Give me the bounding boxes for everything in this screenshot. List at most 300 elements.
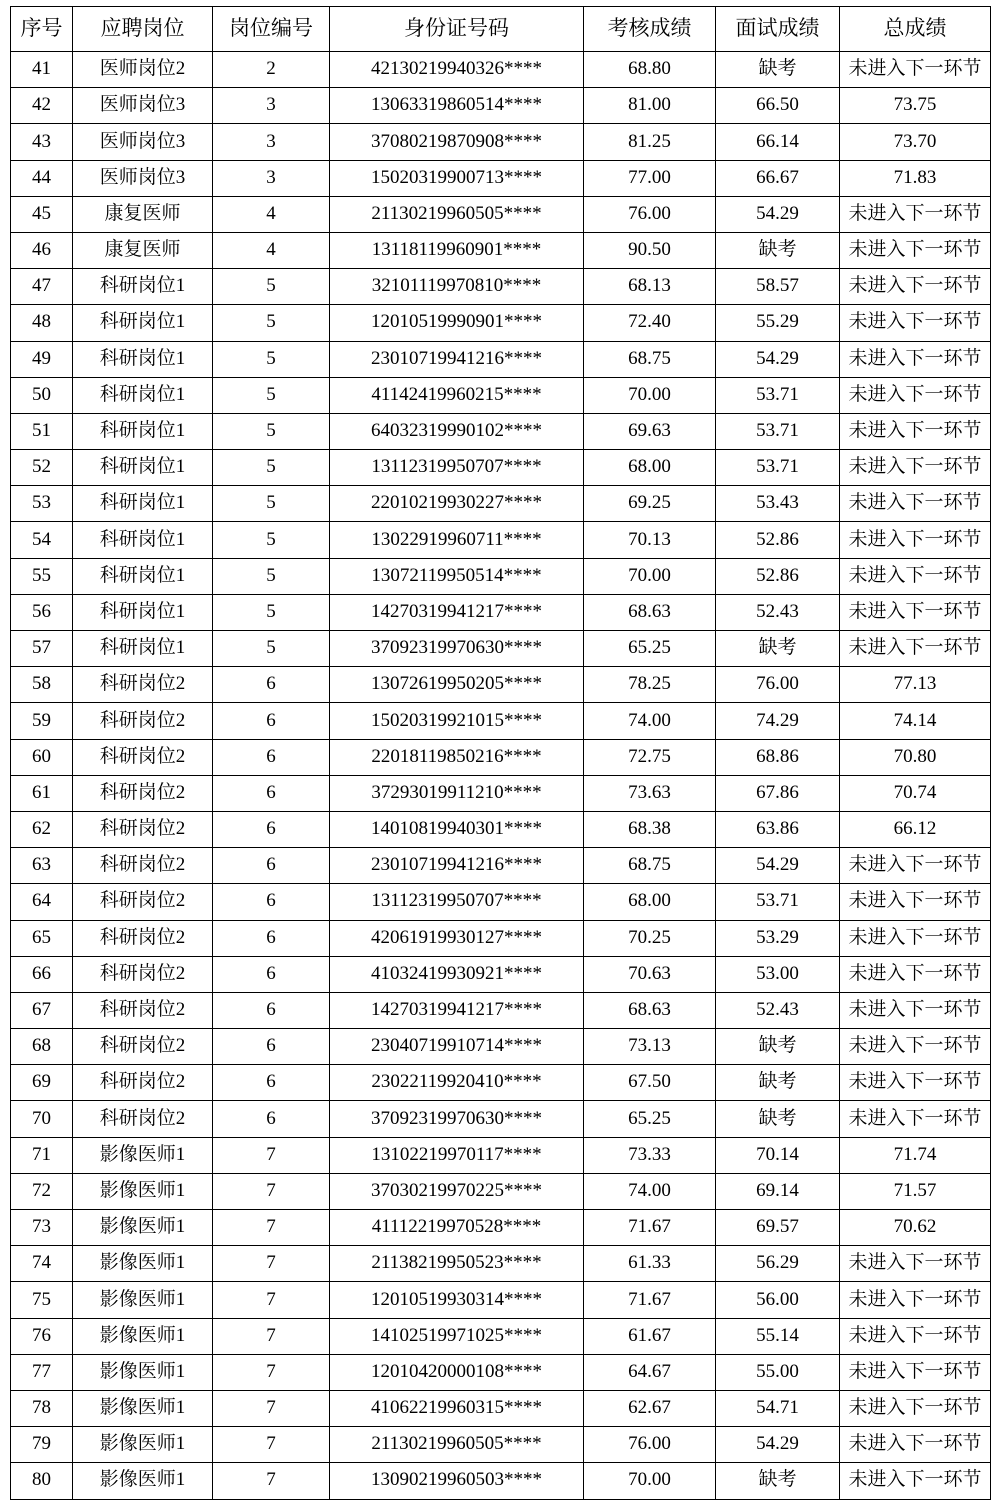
cell-total-score: 未进入下一环节 <box>840 594 991 630</box>
cell-exam-score: 68.13 <box>584 269 716 305</box>
cell-id-number: 13072619950205**** <box>330 667 584 703</box>
cell-post: 科研岗位1 <box>73 377 213 413</box>
cell-post-number: 6 <box>213 703 330 739</box>
cell-total-score: 未进入下一环节 <box>840 196 991 232</box>
cell-total-score: 71.74 <box>840 1137 991 1173</box>
cell-interview-score: 66.14 <box>716 124 840 160</box>
cell-exam-score: 70.63 <box>584 956 716 992</box>
cell-id-number: 22010219930227**** <box>330 486 584 522</box>
cell-total-score: 70.74 <box>840 775 991 811</box>
table-body <box>11 52 991 1500</box>
cell-post: 科研岗位2 <box>73 1101 213 1137</box>
cell-post-number: 2 <box>213 52 330 88</box>
cell-post: 影像医师1 <box>73 1463 213 1499</box>
cell-exam-score: 76.00 <box>584 1427 716 1463</box>
cell-exam-score: 68.75 <box>584 341 716 377</box>
cell-post-number: 3 <box>213 88 330 124</box>
cell-total-score: 未进入下一环节 <box>840 558 991 594</box>
cell-id-number: 13112319950707**** <box>330 450 584 486</box>
cell-index: 47 <box>11 269 73 305</box>
cell-index: 52 <box>11 450 73 486</box>
cell-exam-score: 76.00 <box>584 196 716 232</box>
cell-post-number: 7 <box>213 1246 330 1282</box>
cell-total-score: 未进入下一环节 <box>840 1246 991 1282</box>
cell-exam-score: 68.63 <box>584 594 716 630</box>
cell-interview-score: 52.86 <box>716 522 840 558</box>
cell-index: 58 <box>11 667 73 703</box>
cell-post-number: 3 <box>213 160 330 196</box>
cell-index: 53 <box>11 486 73 522</box>
cell-total-score: 未进入下一环节 <box>840 1282 991 1318</box>
cell-index: 46 <box>11 232 73 268</box>
cell-total-score: 未进入下一环节 <box>840 413 991 449</box>
cell-post: 医师岗位3 <box>73 124 213 160</box>
cell-post: 科研岗位2 <box>73 811 213 847</box>
cell-interview-score: 76.00 <box>716 667 840 703</box>
cell-total-score: 73.70 <box>840 124 991 160</box>
cell-post: 科研岗位1 <box>73 413 213 449</box>
cell-id-number: 13022919960711**** <box>330 522 584 558</box>
cell-exam-score: 70.13 <box>584 522 716 558</box>
cell-post-number: 6 <box>213 884 330 920</box>
cell-total-score: 70.62 <box>840 1210 991 1246</box>
cell-total-score: 未进入下一环节 <box>840 992 991 1028</box>
cell-interview-score: 68.86 <box>716 739 840 775</box>
cell-interview-score: 52.43 <box>716 992 840 1028</box>
cell-post-number: 7 <box>213 1282 330 1318</box>
cell-interview-score: 54.29 <box>716 848 840 884</box>
cell-exam-score: 72.75 <box>584 739 716 775</box>
table-row <box>11 703 991 739</box>
cell-id-number: 14270319941217**** <box>330 594 584 630</box>
cell-exam-score: 78.25 <box>584 667 716 703</box>
cell-total-score: 未进入下一环节 <box>840 631 991 667</box>
cell-id-number: 42061919930127**** <box>330 920 584 956</box>
table-row <box>11 631 991 667</box>
cell-total-score: 71.83 <box>840 160 991 196</box>
cell-id-number: 23010719941216**** <box>330 341 584 377</box>
cell-post-number: 6 <box>213 1101 330 1137</box>
cell-interview-score: 54.71 <box>716 1390 840 1426</box>
cell-index: 75 <box>11 1282 73 1318</box>
cell-index: 77 <box>11 1354 73 1390</box>
cell-post: 科研岗位2 <box>73 956 213 992</box>
cell-interview-score: 74.29 <box>716 703 840 739</box>
cell-index: 48 <box>11 305 73 341</box>
cell-post-number: 5 <box>213 522 330 558</box>
cell-total-score: 未进入下一环节 <box>840 920 991 956</box>
cell-post: 科研岗位2 <box>73 884 213 920</box>
cell-interview-score: 53.71 <box>716 377 840 413</box>
cell-post-number: 6 <box>213 992 330 1028</box>
cell-post-number: 6 <box>213 920 330 956</box>
cell-post-number: 7 <box>213 1354 330 1390</box>
cell-interview-score: 缺考 <box>716 1463 840 1499</box>
cell-post: 科研岗位2 <box>73 775 213 811</box>
table-row <box>11 88 991 124</box>
cell-post: 科研岗位2 <box>73 848 213 884</box>
cell-post-number: 5 <box>213 377 330 413</box>
table-row <box>11 1173 991 1209</box>
cell-total-score: 未进入下一环节 <box>840 848 991 884</box>
cell-interview-score: 缺考 <box>716 1029 840 1065</box>
cell-id-number: 23040719910714**** <box>330 1029 584 1065</box>
cell-total-score: 未进入下一环节 <box>840 522 991 558</box>
cell-index: 61 <box>11 775 73 811</box>
cell-id-number: 37293019911210**** <box>330 775 584 811</box>
cell-id-number: 37092319970630**** <box>330 631 584 667</box>
cell-exam-score: 81.25 <box>584 124 716 160</box>
cell-exam-score: 61.33 <box>584 1246 716 1282</box>
cell-post: 科研岗位2 <box>73 920 213 956</box>
table-row <box>11 920 991 956</box>
cell-id-number: 13112319950707**** <box>330 884 584 920</box>
column-header-index: 序号 <box>11 7 73 52</box>
cell-post: 影像医师1 <box>73 1137 213 1173</box>
cell-exam-score: 70.25 <box>584 920 716 956</box>
cell-interview-score: 缺考 <box>716 1065 840 1101</box>
cell-post-number: 6 <box>213 739 330 775</box>
cell-post-number: 5 <box>213 305 330 341</box>
cell-post-number: 7 <box>213 1137 330 1173</box>
cell-interview-score: 缺考 <box>716 52 840 88</box>
cell-id-number: 14102519971025**** <box>330 1318 584 1354</box>
cell-interview-score: 缺考 <box>716 1101 840 1137</box>
table-header <box>11 7 991 52</box>
cell-exam-score: 70.00 <box>584 377 716 413</box>
cell-total-score: 未进入下一环节 <box>840 1354 991 1390</box>
cell-index: 65 <box>11 920 73 956</box>
cell-post-number: 6 <box>213 956 330 992</box>
cell-interview-score: 53.29 <box>716 920 840 956</box>
cell-id-number: 41142419960215**** <box>330 377 584 413</box>
cell-total-score: 未进入下一环节 <box>840 884 991 920</box>
cell-interview-score: 55.00 <box>716 1354 840 1390</box>
table-row <box>11 811 991 847</box>
cell-index: 78 <box>11 1390 73 1426</box>
table-row <box>11 196 991 232</box>
cell-post: 科研岗位1 <box>73 269 213 305</box>
cell-id-number: 32101119970810**** <box>330 269 584 305</box>
cell-total-score: 未进入下一环节 <box>840 1390 991 1426</box>
cell-total-score: 71.57 <box>840 1173 991 1209</box>
cell-exam-score: 90.50 <box>584 232 716 268</box>
cell-post-number: 7 <box>213 1173 330 1209</box>
cell-id-number: 37030219970225**** <box>330 1173 584 1209</box>
cell-exam-score: 68.00 <box>584 450 716 486</box>
table-row <box>11 1101 991 1137</box>
cell-total-score: 未进入下一环节 <box>840 486 991 522</box>
cell-post-number: 6 <box>213 775 330 811</box>
cell-exam-score: 73.33 <box>584 1137 716 1173</box>
table-row <box>11 450 991 486</box>
cell-total-score: 74.14 <box>840 703 991 739</box>
cell-post-number: 3 <box>213 124 330 160</box>
cell-post: 科研岗位1 <box>73 594 213 630</box>
cell-index: 73 <box>11 1210 73 1246</box>
cell-interview-score: 54.29 <box>716 196 840 232</box>
table-row <box>11 667 991 703</box>
cell-total-score: 77.13 <box>840 667 991 703</box>
cell-exam-score: 68.38 <box>584 811 716 847</box>
cell-interview-score: 63.86 <box>716 811 840 847</box>
table-row <box>11 848 991 884</box>
cell-id-number: 37080219870908**** <box>330 124 584 160</box>
cell-post: 科研岗位2 <box>73 1029 213 1065</box>
cell-interview-score: 53.71 <box>716 884 840 920</box>
cell-total-score: 未进入下一环节 <box>840 1318 991 1354</box>
cell-total-score: 70.80 <box>840 739 991 775</box>
cell-exam-score: 74.00 <box>584 1173 716 1209</box>
cell-exam-score: 67.50 <box>584 1065 716 1101</box>
cell-id-number: 12010420000108**** <box>330 1354 584 1390</box>
cell-id-number: 37092319970630**** <box>330 1101 584 1137</box>
cell-interview-score: 53.43 <box>716 486 840 522</box>
cell-interview-score: 53.00 <box>716 956 840 992</box>
table-row <box>11 1065 991 1101</box>
cell-total-score: 未进入下一环节 <box>840 956 991 992</box>
cell-post-number: 6 <box>213 1029 330 1065</box>
cell-post-number: 7 <box>213 1318 330 1354</box>
recruitment-score-table <box>10 6 991 1500</box>
column-header-post-number: 岗位编号 <box>213 7 330 52</box>
cell-exam-score: 65.25 <box>584 631 716 667</box>
cell-total-score: 未进入下一环节 <box>840 1029 991 1065</box>
cell-post: 影像医师1 <box>73 1282 213 1318</box>
cell-index: 41 <box>11 52 73 88</box>
table-row <box>11 1354 991 1390</box>
cell-id-number: 13072119950514**** <box>330 558 584 594</box>
cell-post: 科研岗位1 <box>73 631 213 667</box>
cell-id-number: 21138219950523**** <box>330 1246 584 1282</box>
cell-interview-score: 66.50 <box>716 88 840 124</box>
cell-post-number: 7 <box>213 1210 330 1246</box>
cell-id-number: 64032319990102**** <box>330 413 584 449</box>
cell-total-score: 73.75 <box>840 88 991 124</box>
cell-post: 科研岗位1 <box>73 305 213 341</box>
cell-total-score: 66.12 <box>840 811 991 847</box>
cell-interview-score: 53.71 <box>716 413 840 449</box>
table-row <box>11 1137 991 1173</box>
cell-id-number: 13090219960503**** <box>330 1463 584 1499</box>
table-row <box>11 522 991 558</box>
column-header-id-number: 身份证号码 <box>330 7 584 52</box>
cell-interview-score: 缺考 <box>716 631 840 667</box>
table-row <box>11 594 991 630</box>
cell-post-number: 7 <box>213 1427 330 1463</box>
cell-post-number: 6 <box>213 811 330 847</box>
cell-interview-score: 69.57 <box>716 1210 840 1246</box>
cell-id-number: 23010719941216**** <box>330 848 584 884</box>
cell-exam-score: 74.00 <box>584 703 716 739</box>
table-row <box>11 52 991 88</box>
cell-index: 64 <box>11 884 73 920</box>
table-row <box>11 884 991 920</box>
cell-post-number: 5 <box>213 631 330 667</box>
cell-exam-score: 61.67 <box>584 1318 716 1354</box>
cell-exam-score: 64.67 <box>584 1354 716 1390</box>
cell-exam-score: 68.75 <box>584 848 716 884</box>
cell-post-number: 5 <box>213 450 330 486</box>
cell-id-number: 22018119850216**** <box>330 739 584 775</box>
cell-exam-score: 71.67 <box>584 1282 716 1318</box>
cell-post: 影像医师1 <box>73 1246 213 1282</box>
cell-interview-score: 67.86 <box>716 775 840 811</box>
cell-post-number: 6 <box>213 1065 330 1101</box>
cell-index: 69 <box>11 1065 73 1101</box>
cell-exam-score: 69.63 <box>584 413 716 449</box>
cell-interview-score: 69.14 <box>716 1173 840 1209</box>
cell-total-score: 未进入下一环节 <box>840 1065 991 1101</box>
cell-interview-score: 56.29 <box>716 1246 840 1282</box>
cell-index: 67 <box>11 992 73 1028</box>
cell-exam-score: 65.25 <box>584 1101 716 1137</box>
cell-index: 50 <box>11 377 73 413</box>
cell-interview-score: 56.00 <box>716 1282 840 1318</box>
cell-exam-score: 70.00 <box>584 1463 716 1499</box>
cell-id-number: 13102219970117**** <box>330 1137 584 1173</box>
cell-interview-score: 缺考 <box>716 232 840 268</box>
cell-exam-score: 71.67 <box>584 1210 716 1246</box>
cell-post: 科研岗位1 <box>73 558 213 594</box>
cell-post-number: 4 <box>213 196 330 232</box>
cell-post-number: 5 <box>213 413 330 449</box>
column-header-interview-score: 面试成绩 <box>716 7 840 52</box>
table-row <box>11 1318 991 1354</box>
cell-post: 科研岗位1 <box>73 486 213 522</box>
cell-post-number: 7 <box>213 1463 330 1499</box>
cell-total-score: 未进入下一环节 <box>840 450 991 486</box>
cell-total-score: 未进入下一环节 <box>840 1463 991 1499</box>
cell-id-number: 13063319860514**** <box>330 88 584 124</box>
cell-exam-score: 73.63 <box>584 775 716 811</box>
cell-index: 56 <box>11 594 73 630</box>
cell-index: 70 <box>11 1101 73 1137</box>
cell-total-score: 未进入下一环节 <box>840 52 991 88</box>
table-row <box>11 992 991 1028</box>
cell-interview-score: 70.14 <box>716 1137 840 1173</box>
cell-index: 49 <box>11 341 73 377</box>
cell-post: 科研岗位2 <box>73 703 213 739</box>
cell-post: 科研岗位2 <box>73 992 213 1028</box>
cell-index: 76 <box>11 1318 73 1354</box>
cell-id-number: 15020319921015**** <box>330 703 584 739</box>
cell-id-number: 12010519990901**** <box>330 305 584 341</box>
cell-exam-score: 62.67 <box>584 1390 716 1426</box>
table-row <box>11 160 991 196</box>
cell-interview-score: 55.29 <box>716 305 840 341</box>
table-row <box>11 341 991 377</box>
cell-id-number: 13118119960901**** <box>330 232 584 268</box>
cell-index: 55 <box>11 558 73 594</box>
column-header-post: 应聘岗位 <box>73 7 213 52</box>
cell-interview-score: 54.29 <box>716 1427 840 1463</box>
cell-interview-score: 58.57 <box>716 269 840 305</box>
cell-index: 45 <box>11 196 73 232</box>
cell-post: 影像医师1 <box>73 1427 213 1463</box>
cell-post: 影像医师1 <box>73 1173 213 1209</box>
table-header-row <box>11 7 991 52</box>
table-row <box>11 1246 991 1282</box>
table-row <box>11 775 991 811</box>
cell-total-score: 未进入下一环节 <box>840 232 991 268</box>
cell-index: 43 <box>11 124 73 160</box>
cell-exam-score: 77.00 <box>584 160 716 196</box>
cell-id-number: 15020319900713**** <box>330 160 584 196</box>
cell-post-number: 5 <box>213 269 330 305</box>
cell-post-number: 5 <box>213 594 330 630</box>
cell-post-number: 6 <box>213 848 330 884</box>
cell-post-number: 5 <box>213 486 330 522</box>
table-row <box>11 1210 991 1246</box>
cell-index: 44 <box>11 160 73 196</box>
cell-post: 康复医师 <box>73 232 213 268</box>
table-row <box>11 305 991 341</box>
cell-id-number: 21130219960505**** <box>330 196 584 232</box>
cell-index: 63 <box>11 848 73 884</box>
cell-exam-score: 72.40 <box>584 305 716 341</box>
cell-index: 54 <box>11 522 73 558</box>
cell-post-number: 5 <box>213 341 330 377</box>
column-header-total-score: 总成绩 <box>840 7 991 52</box>
cell-post: 影像医师1 <box>73 1318 213 1354</box>
cell-interview-score: 52.86 <box>716 558 840 594</box>
cell-post: 科研岗位1 <box>73 341 213 377</box>
cell-interview-score: 52.43 <box>716 594 840 630</box>
cell-total-score: 未进入下一环节 <box>840 305 991 341</box>
cell-exam-score: 68.00 <box>584 884 716 920</box>
cell-exam-score: 68.63 <box>584 992 716 1028</box>
cell-index: 72 <box>11 1173 73 1209</box>
table-row <box>11 1427 991 1463</box>
table-row <box>11 1282 991 1318</box>
cell-post-number: 4 <box>213 232 330 268</box>
cell-post: 影像医师1 <box>73 1210 213 1246</box>
cell-post: 科研岗位2 <box>73 739 213 775</box>
cell-exam-score: 68.80 <box>584 52 716 88</box>
cell-index: 80 <box>11 1463 73 1499</box>
cell-total-score: 未进入下一环节 <box>840 269 991 305</box>
table-row <box>11 1029 991 1065</box>
cell-total-score: 未进入下一环节 <box>840 1427 991 1463</box>
cell-id-number: 41032419930921**** <box>330 956 584 992</box>
cell-id-number: 21130219960505**** <box>330 1427 584 1463</box>
cell-index: 74 <box>11 1246 73 1282</box>
cell-total-score: 未进入下一环节 <box>840 341 991 377</box>
cell-id-number: 12010519930314**** <box>330 1282 584 1318</box>
cell-post: 科研岗位2 <box>73 667 213 703</box>
table-row <box>11 413 991 449</box>
cell-total-score: 未进入下一环节 <box>840 377 991 413</box>
cell-post: 科研岗位1 <box>73 522 213 558</box>
cell-index: 71 <box>11 1137 73 1173</box>
cell-interview-score: 66.67 <box>716 160 840 196</box>
cell-id-number: 23022119920410**** <box>330 1065 584 1101</box>
table-row <box>11 739 991 775</box>
cell-post: 医师岗位2 <box>73 52 213 88</box>
table-row <box>11 232 991 268</box>
cell-post: 影像医师1 <box>73 1354 213 1390</box>
cell-post: 医师岗位3 <box>73 88 213 124</box>
cell-exam-score: 69.25 <box>584 486 716 522</box>
cell-total-score: 未进入下一环节 <box>840 1101 991 1137</box>
cell-id-number: 42130219940326**** <box>330 52 584 88</box>
cell-index: 59 <box>11 703 73 739</box>
cell-id-number: 14010819940301**** <box>330 811 584 847</box>
cell-index: 66 <box>11 956 73 992</box>
table-row <box>11 269 991 305</box>
cell-interview-score: 55.14 <box>716 1318 840 1354</box>
